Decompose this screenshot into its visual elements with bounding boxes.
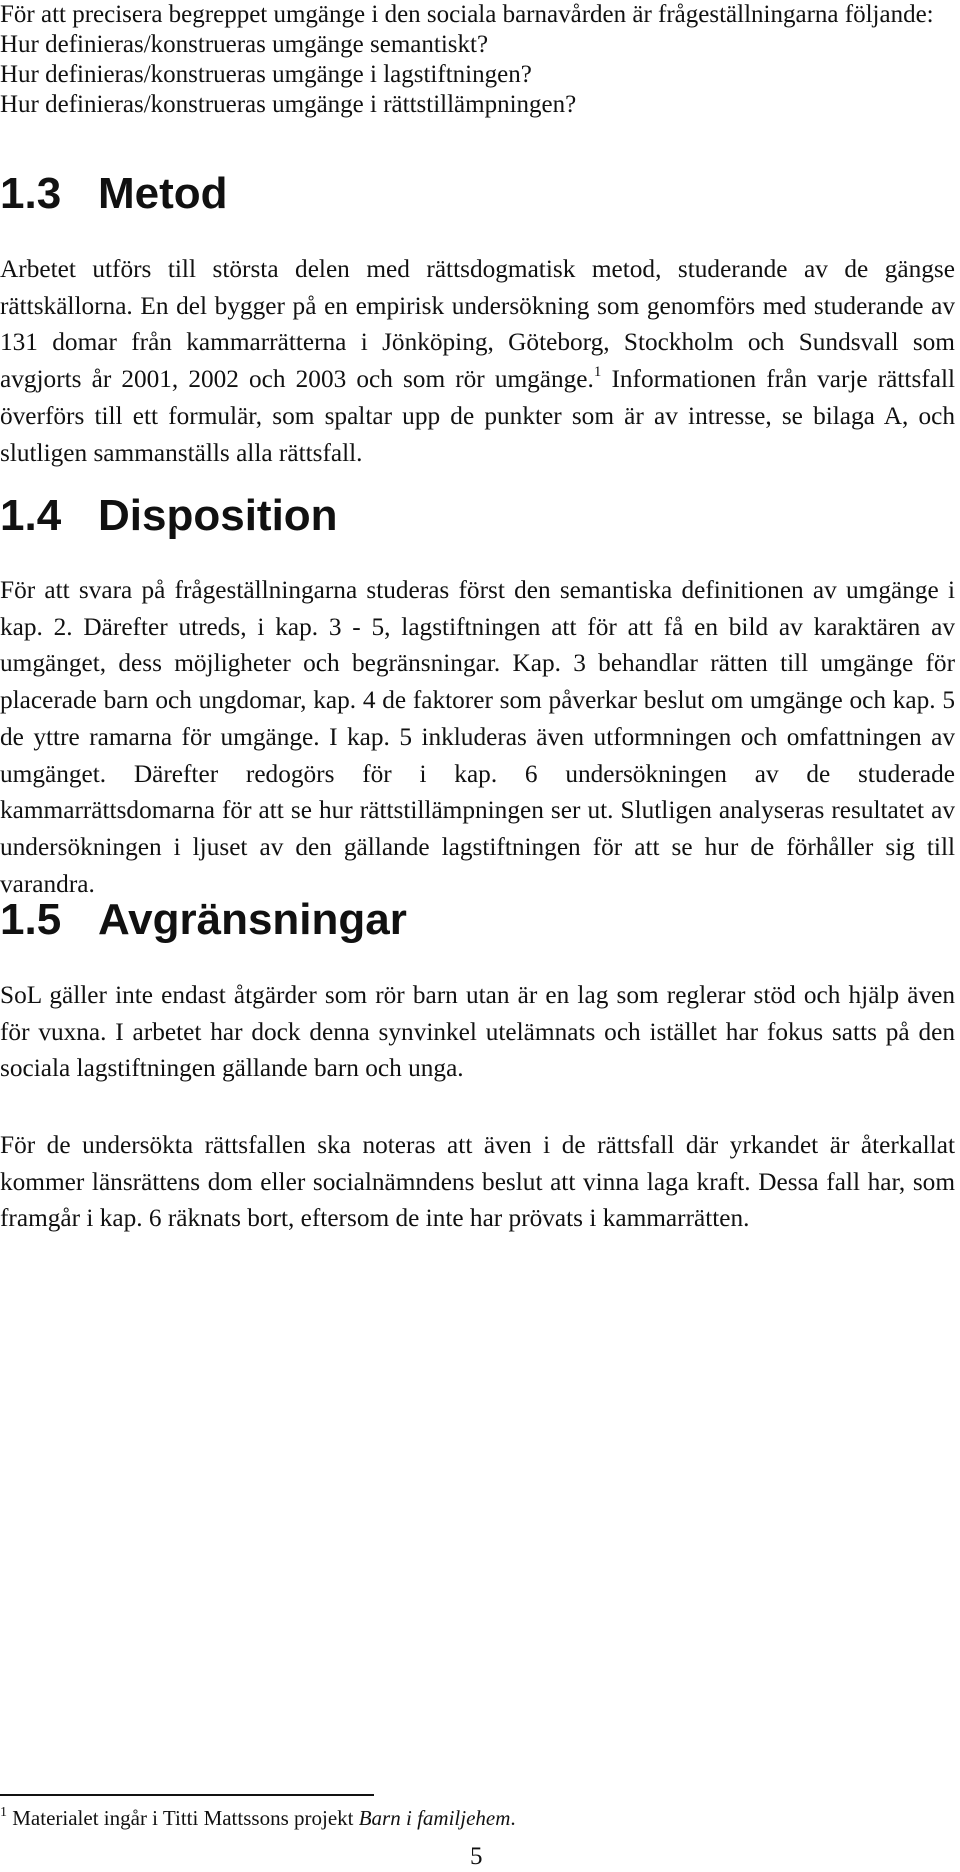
metod-paragraph: [0, 251, 955, 471]
heading-metod-number: 1.3: [0, 169, 62, 218]
footnote-end: .: [510, 1806, 516, 1830]
footnote-number: 1: [0, 1805, 7, 1820]
metod-text-continued: Informationen från varje rättsfall överförs till ett formulär, som spaltar upp de punkter som är av intresse, se bilaga A, och slutligen sammanställs alla rättsfall.: [0, 365, 955, 467]
heading-metod-title: Metod: [98, 169, 228, 218]
heading-metod: [0, 168, 228, 220]
research-question-3: Hur definieras/konstrueras umgänge i rättstillämpningen?: [0, 91, 577, 118]
footnote: [0, 1804, 516, 1832]
heading-disposition-title: Disposition: [98, 491, 338, 540]
avgransningar-paragraph-1: SoL gäller inte endast åtgärder som rör barn utan är en lag som reglerar stöd och hjälp även för vuxna. I arbetet har dock denna synvinkel utelämnats och istället har fokus satts på den sociala lagstiftningen gällande barn och unga.: [0, 981, 955, 1083]
footnote-project-title: Barn i familjehem: [358, 1806, 511, 1830]
metod-text: Arbetet utförs till största delen med rättsdogmatisk metod, studerande av de gängse rättskällorna. En del bygger på en empirisk undersökning som genomförs med studerande av 131 domar från kammarrätterna i Jönköping, Göteborg, Stockholm och Sundsvall som avgjorts år 2001, 2002 och 2003 och som rör umgänge.: [0, 255, 955, 394]
page-number: 5: [470, 1843, 483, 1870]
heading-disposition-number: 1.4: [0, 491, 62, 540]
heading-avgransningar-number: 1.5: [0, 895, 62, 944]
footnote-reference: 1: [593, 364, 602, 381]
heading-disposition: [0, 490, 338, 542]
footnote-divider: [0, 1794, 374, 1796]
heading-avgransningar-title: Avgränsningar: [98, 895, 407, 944]
intro-block: [0, 0, 955, 120]
research-question-2: Hur definieras/konstrueras umgänge i lagstiftningen?: [0, 61, 532, 88]
research-question-1: Hur definieras/konstrueras umgänge semantiskt?: [0, 31, 489, 58]
heading-avgransningar: [0, 894, 407, 946]
avgransningar-paragraph-2: För de undersökta rättsfallen ska noteras att även i de rättsfall där yrkandet är återkallat kommer länsrättens dom eller socialnämndens beslut att vinna laga kraft. Dessa fall har, som framgår i kap. 6 räknats bort, eftersom de inte har prövats i kammarrätten.: [0, 1131, 955, 1233]
intro-paragraph: För att precisera begreppet umgänge i den sociala barnavården är frågeställningarna följande:: [0, 1, 934, 28]
disposition-paragraph: För att svara på frågeställningarna studeras först den semantiska definitionen av umgänge i kap. 2. Därefter utreds, i kap. 3 - 5, lagstiftningen att för att få en bild av karaktären av umgänget, dess möjligheter och begränsningar. Kap. 3 behandlar rätten till umgänge för placerade barn och ungdomar, kap. 4 de faktorer som påverkar beslut om umgänge och kap. 5 de yttre ramarna för umgänge. I kap. 5 inkluderas även utformningen och omfattningen av umgänget. Därefter redogörs för i kap. 6 undersökningen av de studerade kammarrättsdomarna för att se hur rättstillämpningen ser ut. Slutligen analyseras resultatet av undersökningen i ljuset av den gällande lagstiftningen för att se hur de förhåller sig till varandra.: [0, 576, 955, 898]
footnote-text: Materialet ingår i Titti Mattssons projekt: [12, 1806, 359, 1830]
